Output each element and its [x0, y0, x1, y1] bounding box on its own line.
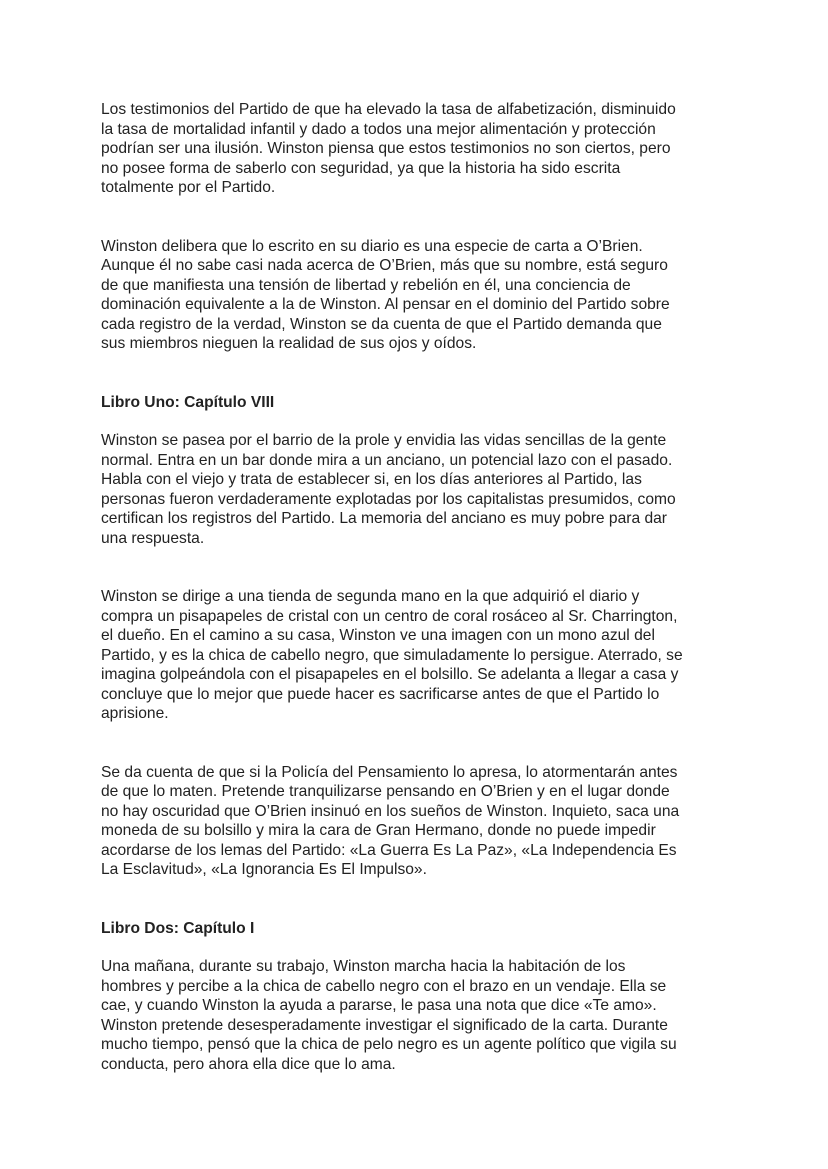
paragraph-literacy-claims: [101, 100, 731, 198]
text-line: Se da cuenta de que si la Policía del Pensamiento lo apresa, lo atormentarán antes: [101, 763, 678, 781]
text-line: acordarse de los lemas del Partido: «La Guerra Es La Paz», «La Independencia Es: [101, 841, 677, 859]
text-line: una respuesta.: [101, 529, 205, 547]
text-line: no posee forma de saberlo con seguridad, ya que la historia ha sido escrita: [101, 159, 621, 177]
paragraph-prole-district: [101, 431, 731, 548]
text-line: de que lo maten. Pretende tranquilizarse pensando en O’Brien y en el lugar donde: [101, 783, 670, 800]
text-line: Winston se pasea por el barrio de la prole y envidia las vidas sencillas de la gente: [101, 432, 667, 449]
text-line: Una mañana, durante su trabajo, Winston marcha hacia la habitación de los: [101, 958, 626, 975]
text-line: dominación equivalente a la de Winston. Al pensar en el dominio del Partido sobre: [101, 296, 670, 313]
text-line: Habla con el viejo y trata de establecer si, en los días anteriores al Partido, las: [101, 471, 642, 488]
text-line: Los testimonios del Partido de que ha elevado la tasa de alfabetización, disminuido: [101, 101, 676, 118]
text-line: no hay oscuridad que O’Brien insinuó en los sueños de Winston. Inquieto, saca una: [101, 802, 680, 820]
text-line: mucho tiempo, pensó que la chica de pelo negro es un agente político que vigila su: [101, 1036, 677, 1053]
text-line: imagina golpeándola con el pisapapeles en el bolsillo. Se adelanta a llegar a casa y: [101, 666, 679, 683]
text-line: certifican los registros del Partido. La memoria del anciano es muy pobre para dar: [101, 510, 667, 527]
text-line: cada registro de la verdad, Winston se da cuenta de que el Partido demanda que: [101, 315, 662, 333]
text-line: la tasa de mortalidad infantil y dado a todos una mejor alimentación y protección: [101, 120, 656, 138]
text-line: Winston delibera que lo escrito en su diario es una especie de carta a O’Brien.: [101, 237, 643, 255]
paragraph-love-note: [101, 957, 731, 1074]
paragraph-paperweight: [101, 587, 731, 724]
section-heading-book-one-chapter-8: Libro Uno: Capítulo VIII: [101, 393, 275, 411]
text-line: moneda de su bolsillo y mira la cara de Gran Hermano, donde no puede impedir: [101, 822, 656, 839]
text-line: sus miembros nieguen la realidad de sus ojos y oídos.: [101, 335, 477, 352]
text-line: Winston se dirige a una tienda de segunda mano en la que adquirió el diario y: [101, 588, 640, 605]
text-line: Winston pretende desesperadamente investigar el significado de la carta. Durante: [101, 1016, 668, 1034]
section-heading-book-two-chapter-1: Libro Dos: Capítulo I: [101, 919, 255, 937]
text-line: compra un pisapapeles de cristal con un centro de coral rosáceo al Sr. Charrington,: [101, 607, 678, 625]
paragraph-diary-letter: [101, 237, 731, 354]
text-line: aprisione.: [101, 705, 169, 722]
text-line: La Esclavitud», «La Ignorancia Es El Impulso».: [101, 861, 427, 878]
text-line: concluye que lo mejor que puede hacer es sacrificarse antes de que el Partido lo: [101, 685, 660, 703]
text-line: podrían ser una ilusión. Winston piensa que estos testimonios no son ciertos, pero: [101, 140, 671, 157]
text-line: el dueño. En el camino a su casa, Winston ve una imagen con un mono azul del: [101, 627, 655, 644]
text-line: cae, y cuando Winston la ayuda a pararse, le pasa una nota que dice «Te amo».: [101, 997, 657, 1014]
text-line: totalmente por el Partido.: [101, 179, 276, 196]
text-line: personas fueron verdaderamente explotadas por los capitalistas presumidos, como: [101, 490, 676, 508]
text-line: conducta, pero ahora ella dice que lo ama.: [101, 1055, 396, 1073]
text-line: de que manifiesta una tensión de libertad y rebelión en él, una conciencia de: [101, 276, 631, 294]
paragraph-thought-police: [101, 763, 731, 880]
text-line: normal. Entra en un bar donde mira a un anciano, un potencial lazo con el pasado.: [101, 451, 673, 469]
text-line: Partido, y es la chica de cabello negro, que simuladamente lo persigue. Aterrado, se: [101, 646, 683, 664]
text-line: hombres y percibe a la chica de cabello negro con el brazo en un vendaje. Ella se: [101, 977, 667, 995]
text-line: Aunque él no sabe casi nada acerca de O’Brien, más que su nombre, está seguro: [101, 257, 668, 274]
document-page: [101, 100, 731, 1113]
